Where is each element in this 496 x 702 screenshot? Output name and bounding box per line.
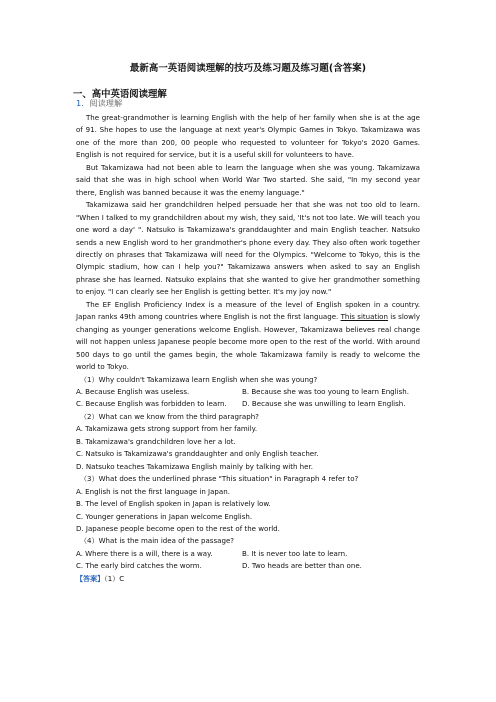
question-4-option-d: D. Two heads are better than one.: [242, 561, 362, 571]
question-3: [76, 473, 420, 535]
underlined-phrase: This situation: [340, 312, 388, 322]
question-1-option-a: A. Because English was useless.: [76, 386, 190, 396]
question-4-options-ab: [76, 548, 420, 560]
question-1: [76, 374, 420, 411]
question-1-options-cd: [76, 398, 420, 410]
item-heading: [76, 98, 122, 109]
question-2-option-d: D. Natsuko teaches Takamizawa English mainly by talking with her.: [76, 461, 313, 471]
paragraph-3: Takamizawa said her grandchildren helped persuade her that she was not too old to learn. "When I talked to my grandchildren about my wish, they said, 'It's not too late. We will teach you one word a day' ". Natsuko is Takamizawa's granddaughter and main English teacher. Natsuko sends a new English word to her grandmother's phone every day. They also often work together directly on phrases that Takamizawa will need for the Olympics. "Welcome to Tokyo, this is the Olympic stadium, how can I help you?" Takamizawa answers when asked to say an English phrase she has learned. Natsuko explains that she wanted to give her grandmother something to enjoy. "I can clearly see her English is getting better. It's my joy now.": [76, 200, 420, 297]
paragraph-2: But Takamizawa had not been able to learn the language when she was young. Takamizawa said that she was in high school when World War Two started. She said, "In my second year there, English was banned because it was the enemy language.": [76, 162, 420, 197]
question-3-option-b: B. The level of English spoken in Japan is relatively low.: [76, 499, 271, 509]
question-2-stem: （2）What can we know from the third paragraph?: [80, 411, 259, 421]
question-1-option-d: D. Because she was unwilling to learn English.: [242, 399, 406, 409]
paragraph-4: [76, 299, 420, 374]
question-1-option-c: C. Because English was forbidden to learn.: [76, 399, 227, 409]
question-3-option-c: C. Younger generations in Japan welcome English.: [76, 511, 253, 521]
question-4-option-a: A. Where there is a will, there is a way.: [76, 548, 213, 558]
answer-label: 【答案】: [76, 573, 105, 583]
question-2-option-c: C. Natsuko is Takamizawa's granddaughter and only English teacher.: [76, 449, 319, 459]
question-4-option-b: B. It is never too late to learn.: [242, 548, 348, 558]
section-heading: 一、高中英语阅读理解: [73, 89, 167, 100]
question-4-stem: （4）What is the main idea of the passage?: [80, 536, 235, 546]
question-2-option-b: B. Takamizawa's grandchildren love her a lot.: [76, 436, 236, 446]
question-1-stem: （1）Why couldn't Takamizawa learn English when she was young?: [80, 374, 318, 384]
page-title: 最新高一英语阅读理解的技巧及练习题及练习题(含答案): [129, 63, 367, 74]
question-1-option-b: B. Because she was too young to learn English.: [242, 386, 409, 396]
item-label: 阅读理解: [89, 98, 123, 108]
paragraph-1: The great-grandmother is learning English with the help of her family when she is at the age of 91. She hopes to use the language at next year's Olympic Games in Tokyo. Takamizawa was one of the more than 200, 00 people who requested to volunteer for Tokyo's 2020 Games. English is not required for service, but it is a useful skill for volunteers to have.: [76, 113, 420, 160]
question-2-option-a: A. Takamizawa gets strong support from her family.: [76, 424, 258, 434]
question-3-stem: （3）What does the underlined phrase "This situation" in Paragraph 4 refer to?: [80, 474, 359, 484]
question-4-options-cd: [76, 560, 420, 572]
question-1-options-ab: [76, 386, 420, 398]
paragraph-4-before: The EF English Proficiency Index is a measure of the level of English spoken in a country. Japan ranks 49th among countries where English is not the first language.: [76, 299, 420, 322]
passage-body: [76, 112, 420, 585]
answer-line: [76, 573, 420, 585]
question-4: [76, 535, 420, 572]
answer-text: （1）C: [104, 573, 125, 583]
question-3-option-d: D. Japanese people become open to the rest of the world.: [76, 523, 280, 533]
question-3-option-a: A. English is not the first language in Japan.: [76, 486, 230, 496]
paragraph-4-after: is slowly changing as younger generations welcome English. However, Takamizawa believes real change will not happen unless Japanese people become more open to the rest of the world. With around 500 days to go until the games begin, the whole Takamizawa family is ready to welcome the world to Tokyo.: [76, 312, 420, 372]
item-number: 1．: [76, 98, 90, 108]
question-4-option-c: C. The early bird catches the worm.: [76, 561, 202, 571]
question-2: [76, 411, 420, 473]
